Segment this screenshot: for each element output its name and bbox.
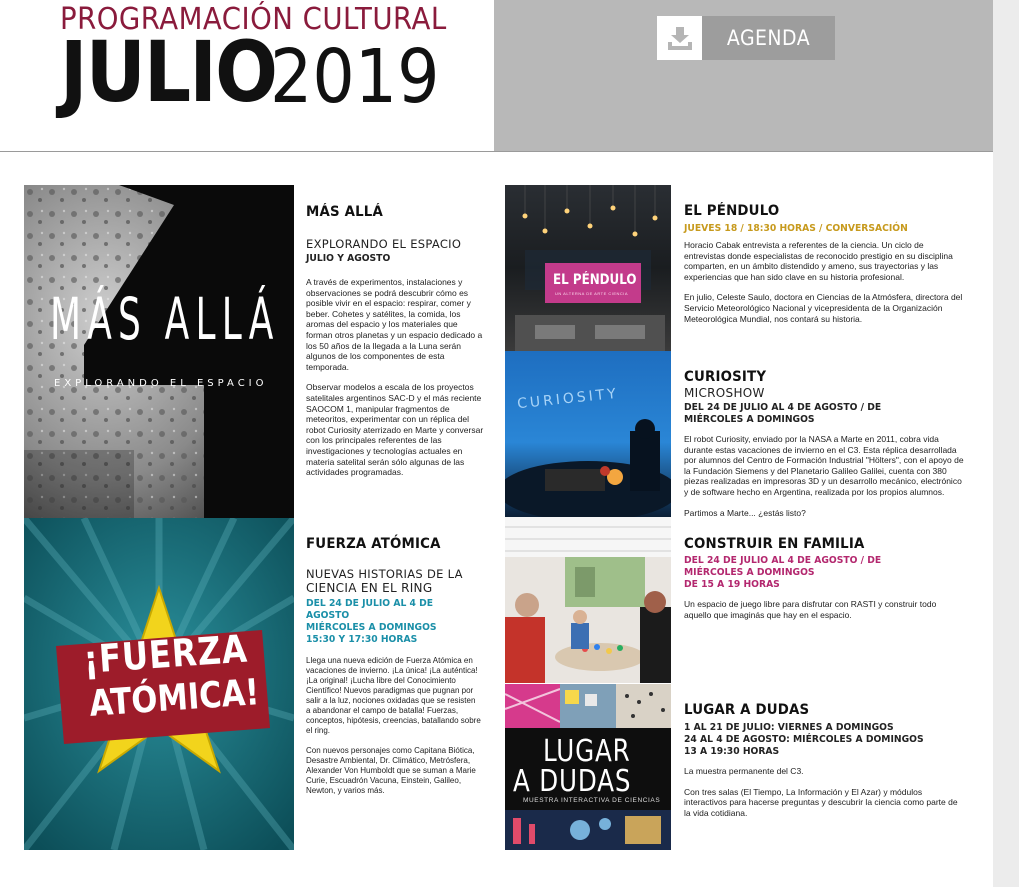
- fuerza-atomica-article: [306, 536, 481, 796]
- familia-date-1: DEL 24 DE JULIO AL 4 DE AGOSTO / DE MIÉRCOLES A DOMINGOS: [684, 555, 882, 578]
- mas-alla-title: MÁS ALLÁ: [306, 204, 383, 220]
- mas-alla-poster: [24, 185, 294, 518]
- header: [0, 0, 993, 152]
- el-pendulo-article: [684, 203, 964, 324]
- construir-familia-article: [684, 536, 964, 620]
- mas-alla-date: JULIO Y AGOSTO: [306, 253, 391, 264]
- pendulo-paragraph-2: En julio, Celeste Saulo, doctora en Ciencias de la Atmósfera, directora del Servicio Meteorológico Nacional y vicepresidenta de la Organización Meteorológica Mundial, nos contará su historia.: [684, 292, 963, 324]
- mas-alla-poster-title: MÁS ALLÁ: [50, 285, 280, 353]
- dudas-date-1: 1 AL 21 DE JULIO: VIERNES A DOMINGOS: [684, 722, 894, 733]
- pendulo-title: EL PÉNDULO: [684, 203, 780, 219]
- familia-date-2: DE 15 A 19 HORAS: [684, 579, 780, 590]
- lugar-a-dudas-poster: [505, 684, 671, 850]
- header-title-area: [0, 0, 494, 151]
- page-edge-strip: [993, 0, 1019, 887]
- dudas-title: LUGAR A DUDAS: [684, 702, 810, 718]
- pendulo-date: JUEVES 18 / 18:30 HORAS / CONVERSACIÓN: [684, 223, 908, 234]
- dudas-date-3: 13 A 19:30 HORAS: [684, 746, 780, 757]
- year-title: 2019: [270, 34, 440, 120]
- fuerza-subtitle-2: CIENCIA EN EL RING: [306, 581, 433, 595]
- mas-alla-article: [306, 204, 484, 478]
- pendulo-screen-subtitle: UN ALTERNA DE ARTE CIENCIA: [555, 291, 629, 296]
- familia-body: [684, 599, 964, 620]
- curiosity-screen-text: CURIOSITY: [516, 385, 620, 413]
- month-title: JULIO: [60, 23, 277, 121]
- download-icon: [657, 16, 702, 60]
- mas-alla-subtitle: EXPLORANDO EL ESPACIO: [306, 237, 462, 251]
- fuerza-paragraph-1: Llega una nueva edición de Fuerza Atómica en vacaciones de invierno. ¡La única! ¡La auténtica! ¡La original! ¡Lucha libre del Conocimiento Científico! Nuevos paradigmas que pugnan por salir a la luz, nociones oxidadas que se resisten a abandonar el campo de batalla! Fuerzas, conceptos, hipótesis, creencias, batallando sobre el ring.: [306, 656, 481, 735]
- agenda-label: AGENDA: [726, 26, 811, 50]
- curiosity-photo: [505, 351, 671, 517]
- lugar-a-dudas-article: [684, 702, 964, 818]
- curiosity-body: [684, 434, 964, 518]
- agenda-download-button[interactable]: [657, 16, 835, 60]
- pendulo-paragraph-1: Horacio Cabak entrevista a referentes de la ciencia. Un ciclo de entrevistas donde especialistas de reconocido prestigio en su disciplina comparten, en un ámbito distendido y ameno, sus trayectorias y las experiencias que han sido clave en su historia profesional.: [684, 240, 953, 282]
- curiosity-date: DEL 24 DE JULIO AL 4 DE AGOSTO / DE MIÉRCOLES A DOMINGOS: [684, 402, 882, 425]
- dudas-paragraph-1: La muestra permanente del C3.: [684, 766, 804, 776]
- fuerza-date-2: MIÉRCOLES A DOMINGOS: [306, 622, 437, 633]
- construir-familia-photo: [505, 517, 671, 683]
- fuerza-poster-line-1: ¡FUERZA: [82, 626, 249, 682]
- pendulo-screen-title: EL PÉNDULO: [553, 272, 637, 288]
- dudas-poster-line-1: LUGAR: [543, 734, 631, 769]
- dudas-paragraph-2: Con tres salas (El Tiempo, La Información y El Azar) y módulos interactivos para hacerse preguntas y descubrir la ciencia como parte de la vida cotidiana.: [684, 786, 958, 818]
- mas-alla-poster-subtitle: EXPLORANDO EL ESPACIO: [54, 378, 268, 389]
- dudas-body: [684, 766, 964, 818]
- curiosity-title: CURIOSITY: [684, 369, 767, 385]
- fuerza-paragraph-2: Con nuevos personajes como Capitana Biótica, Desastre Ambiental, Dr. Climático, Metrósfera, Alexander Von Humboldt que se suman a Marie Curie, Escuadrón Vacuna, Einstein, Galileo, Newton, y varios más.: [306, 746, 476, 795]
- fuerza-date-3: 15:30 Y 17:30 HORAS: [306, 634, 418, 645]
- dudas-poster-line-2: A DUDAS: [513, 764, 632, 799]
- pendulo-body: [684, 240, 964, 324]
- fuerza-date-1: DEL 24 DE JULIO AL 4 DE AGOSTO: [306, 598, 434, 621]
- mas-alla-paragraph-1: A través de experimentos, instalaciones y observaciones se podrá descubrir cómo es posible vivir en el espacio: respirar, comer y beber. Cohetes y satélites, la comida, los aromas del espacio y los materiales que forman otros planetas y un espacio dedicado a los 50 años de la llegada a la Luna serán algunos de los componentes de esta temporada.: [306, 277, 483, 372]
- fuerza-title: FUERZA ATÓMICA: [306, 536, 441, 552]
- fuerza-subtitle-1: NUEVAS HISTORIAS DE LA: [306, 567, 463, 581]
- fuerza-body: [306, 656, 481, 796]
- fuerza-atomica-poster: [24, 518, 294, 850]
- mas-alla-paragraph-2: Observar modelos a escala de los proyectos satelitales argentinos SAC-D y el más reciente SAOCOM 1, manipular fragmentos de meteoritos, experimentar con un réplica del robot Curiosity aterrizado en Marte y conversar con los principales referentes de las investigaciones y tecnologías actuales en materia satelital serán sólo algunas de las actividades programadas.: [306, 382, 484, 478]
- kicker-title: PROGRAMACIÓN CULTURAL: [60, 2, 447, 37]
- dudas-date-2: 24 AL 4 DE AGOSTO: MIÉRCOLES A DOMINGOS: [684, 734, 924, 745]
- curiosity-article: [684, 369, 964, 518]
- familia-paragraph-1: Un espacio de juego libre para disfrutar con RASTI y construir todo aquello que imaginás que hay en el espacio.: [684, 599, 937, 620]
- familia-title: CONSTRUIR EN FAMILIA: [684, 536, 865, 552]
- dudas-poster-subtitle: MUESTRA INTERACTIVA DE CIENCIAS: [523, 797, 661, 804]
- mas-alla-body: [306, 277, 484, 478]
- el-pendulo-photo: [505, 185, 671, 351]
- curiosity-subtitle: MICROSHOW: [684, 386, 765, 400]
- fuerza-poster-line-2: ATÓMICA!: [88, 672, 261, 725]
- curiosity-paragraph-1: El robot Curiosity, enviado por la NASA a Marte en 2011, cobra vida durante estas vacaciones de invierno en el C3. Esta réplica desarrollada por alumnos del Centro de Formación Industrial "Hölters", con el apoyo de la Fundación Siemens y del Planetario Galileo Galilei, cuenta con 380 piezas realizadas en impresoras 3D y un desarrollo mecánico, electrónico y de software hecho en Argentina, realizada por los propios alumnos.: [684, 434, 964, 497]
- curiosity-paragraph-2: Partimos a Marte... ¿estás listo?: [684, 507, 806, 518]
